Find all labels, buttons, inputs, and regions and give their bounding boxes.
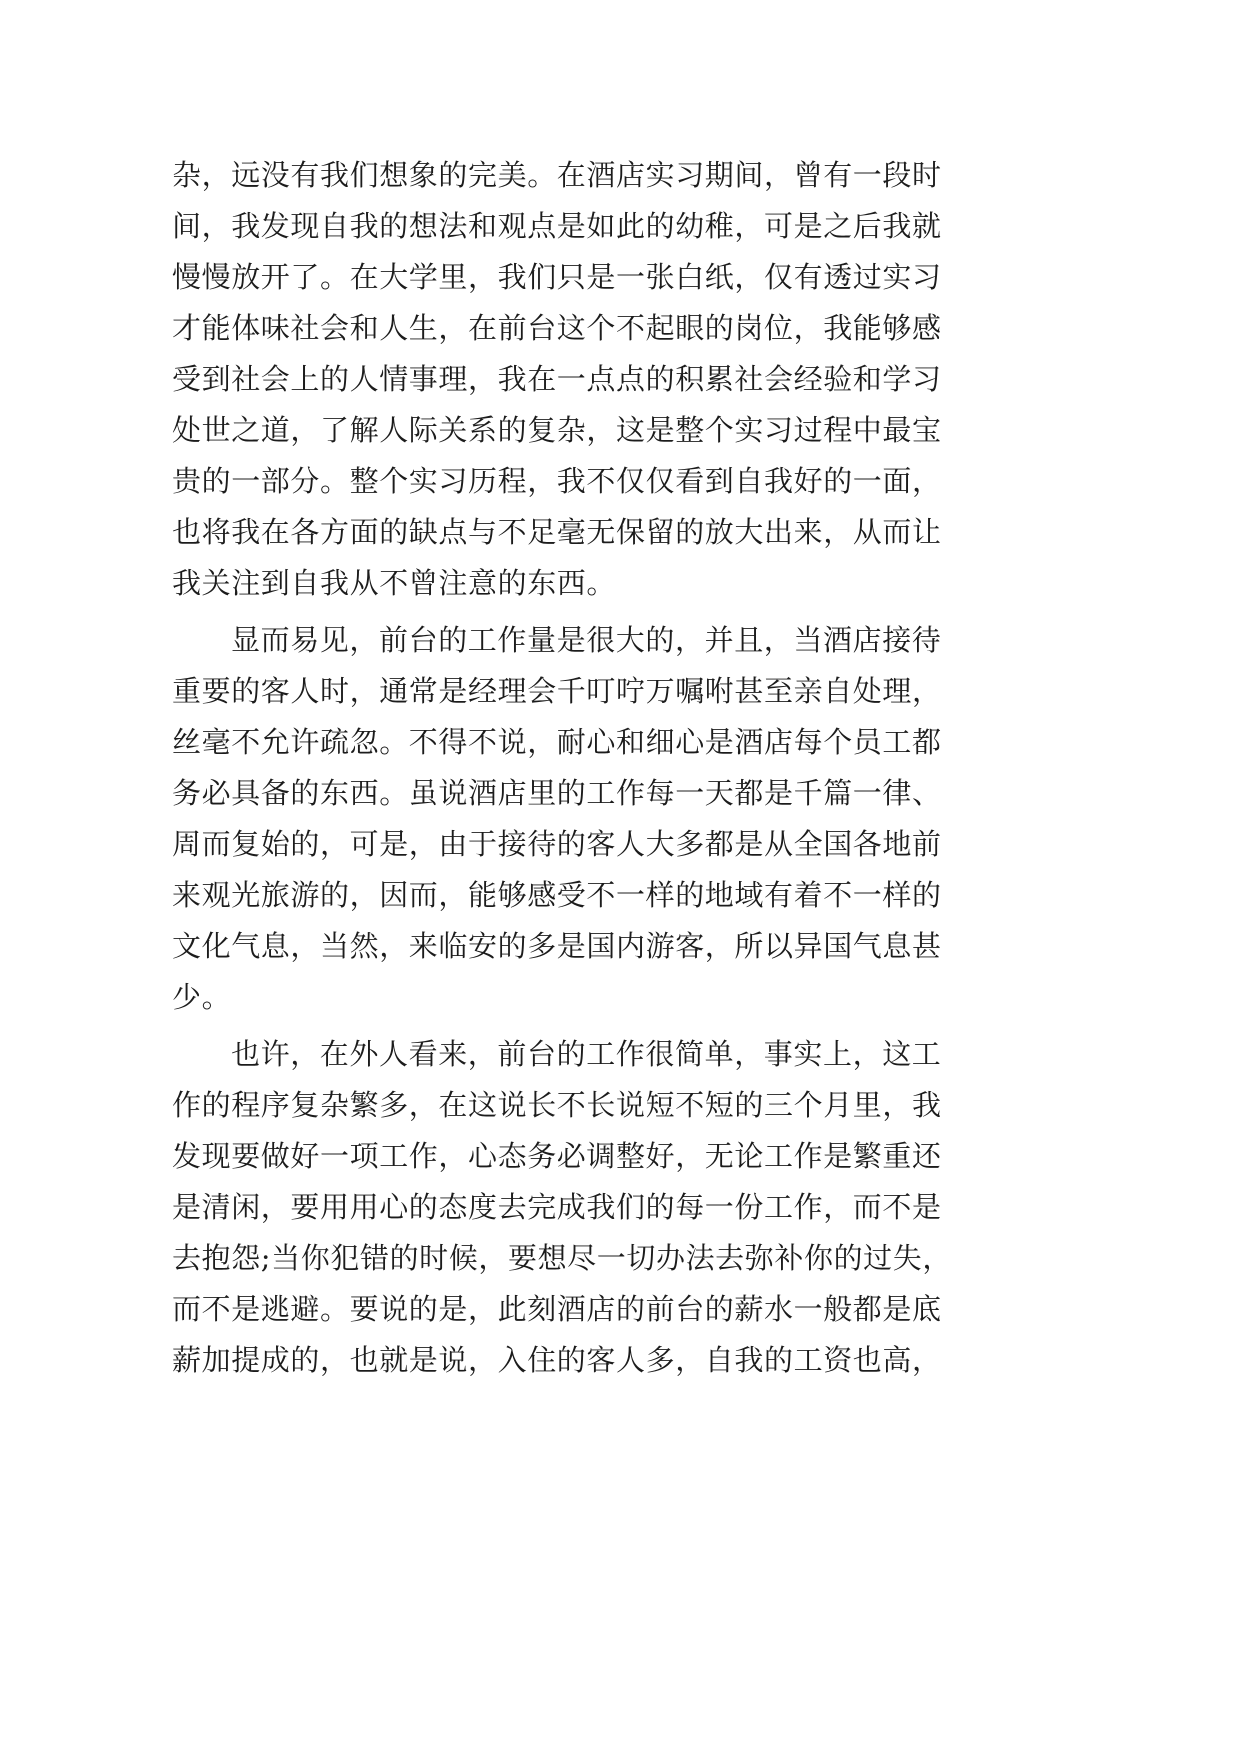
text-line: 丝毫不允许疏忽。不得不说，耐心和细心是酒店每个员工都: [172, 725, 942, 759]
text-line: 处世之道，了解人际关系的复杂，这是整个实习过程中最宝: [172, 413, 942, 447]
paragraph-3: [172, 1029, 952, 1386]
text-line: 作的程序复杂繁多，在这说长不长说短不短的三个月里，我: [172, 1088, 942, 1122]
text-line: 才能体味社会和人生，在前台这个不起眼的岗位，我能够感: [172, 311, 942, 345]
text-line: 贵的一部分。整个实习历程，我不仅仅看到自我好的一面，: [172, 464, 942, 498]
text-line: 周而复始的，可是，由于接待的客人大多都是从全国各地前: [172, 827, 942, 861]
text-line: 显而易见，前台的工作量是很大的，并且，当酒店接待: [231, 623, 942, 657]
text-line: 我关注到自我从不曾注意的东西。: [172, 566, 617, 600]
text-line: 少。: [172, 980, 232, 1014]
text-line: 是清闲，要用用心的态度去完成我们的每一份工作，而不是: [172, 1190, 942, 1224]
paragraph-1: [172, 150, 948, 609]
text-line: 务必具备的东西。虽说酒店里的工作每一天都是千篇一律、: [172, 776, 942, 810]
text-line: 薪加提成的，也就是说，入住的客人多，自我的工资也高，: [172, 1343, 942, 1377]
text-line: 重要的客人时，通常是经理会千叮咛万嘱咐甚至亲自处理，: [172, 674, 942, 708]
text-line: 也许，在外人看来，前台的工作很简单，事实上，这工: [231, 1037, 942, 1071]
text-line: 慢慢放开了。在大学里，我们只是一张白纸，仅有透过实习: [172, 260, 942, 294]
text-line: 杂，远没有我们想象的完美。在酒店实习期间，曾有一段时: [172, 158, 942, 192]
text-line: 而不是逃避。要说的是，此刻酒店的前台的薪水一般都是底: [172, 1292, 942, 1326]
text-line: 间，我发现自我的想法和观点是如此的幼稚，可是之后我就: [172, 209, 942, 243]
paragraph-2: [172, 615, 948, 1023]
text-line: 来观光旅游的，因而，能够感受不一样的地域有着不一样的: [172, 878, 942, 912]
text-line: 文化气息，当然，来临安的多是国内游客，所以异国气息甚: [172, 929, 942, 963]
text-line: 发现要做好一项工作，心态务必调整好，无论工作是繁重还: [172, 1139, 942, 1173]
document-body: [172, 150, 952, 1386]
text-line: 去抱怨;当你犯错的时候，要想尽一切办法去弥补你的过失，: [172, 1241, 952, 1275]
text-line: 也将我在各方面的缺点与不足毫无保留的放大出来，从而让: [172, 515, 942, 549]
text-line: 受到社会上的人情事理，我在一点点的积累社会经验和学习: [172, 362, 942, 396]
